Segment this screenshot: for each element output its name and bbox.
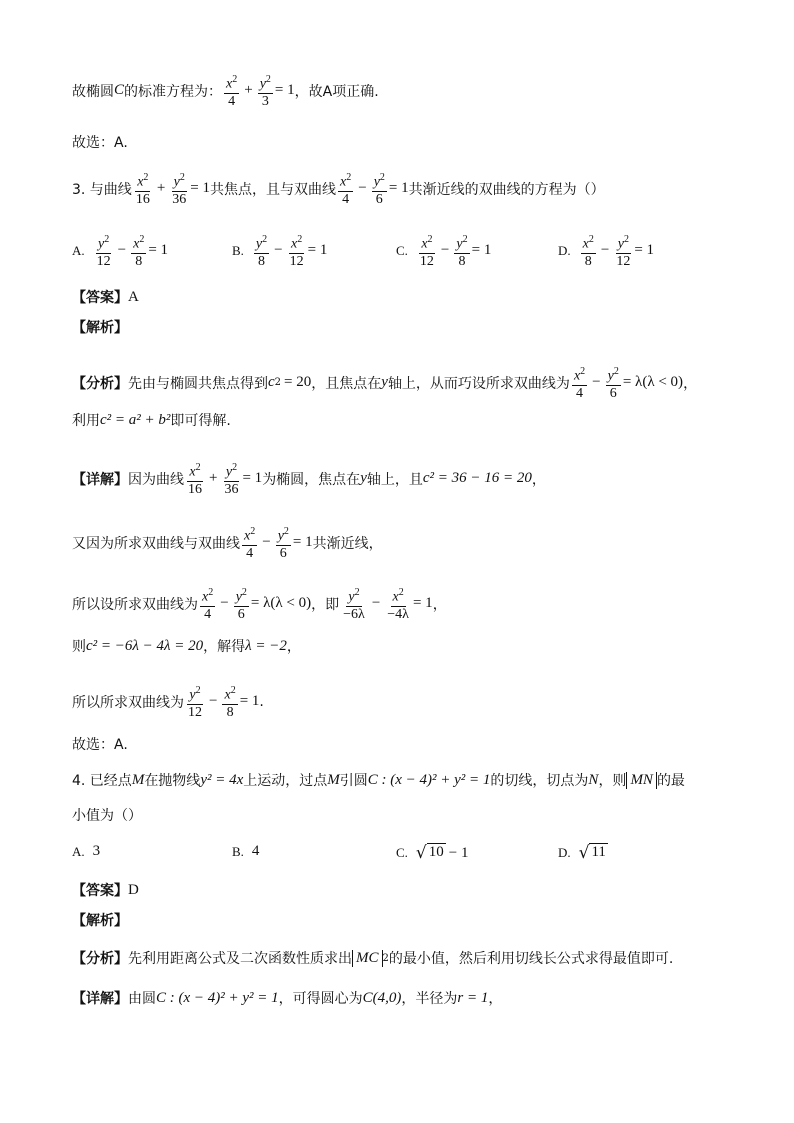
question-3-stem: 3. 与曲线 $\frac{x^2}{16}$ + $\frac{y^2}{36}$ = 1 共焦点，且与双曲线 $\frac{x^2}{4}$ − $\frac{y^2}{6}$ = 1 共渐近线的双曲线的方程为（） [72,172,605,207]
fraction: $\frac{x^2}{8}$ [582,234,594,269]
fraction: $\frac{y^2}{36}$ [224,462,239,497]
question-4-stem-2: 小值为（） [72,808,142,824]
answer-line: 【答案】 D [72,881,139,899]
fraction: $\frac{x^2}{16}$ [188,462,202,497]
fraction: $\frac{y^2}{6}$ [607,366,619,401]
q4-detail-line: 【详解】 由圆 C : (x − 4)² + y² = 1 ，可得圆心为 C(4,0) ，半径为 r = 1 ， [72,989,503,1007]
fraction: $\frac{y^2}{12}$ [188,685,202,720]
q3-detail-line-2: 又因为所求双曲线与双曲线 $\frac{x^2}{4}$ − $\frac{y^2}{6}$ = 1 共渐近线， [72,526,383,561]
line-ellipse-equation: 故椭圆 C 的标准方程为： $\frac{x^2}{4}$ + $\frac{y^2}{3}$ = 1 ，故A项正确. [72,74,379,109]
fraction: $\frac{y^2}{3}$ [259,74,271,109]
fraction: $\frac{y^2}{6}$ [373,172,385,207]
q4-analysis-line: 【分析】 先利用距离公式及二次函数性质求出 MC 2 的最小值，然后利用切线长公式求得最值即可. [72,949,674,967]
option-b: B. $\frac{y^2}{8}$ − $\frac{x^2}{12}$ = 1 [232,234,328,269]
fraction: $\frac{x^2}{12}$ [419,234,434,269]
fraction: $\frac{x^2}{4}$ [340,172,352,207]
sqrt: √ 11 [578,843,606,863]
option-c: C. $\frac{x^2}{12}$ − $\frac{y^2}{8}$ = 1 [396,234,492,269]
fraction: $\frac{y^2}{8}$ [255,234,268,269]
option-b: B. 4 [232,843,260,859]
q3-choice-line: 故选：A. [72,737,128,753]
fraction: $\frac{y^2}{12}$ [616,234,631,269]
fraction: $\frac{x^2}{-4\lambda}$ [387,587,409,622]
fraction: $\frac{y^2}{-6\lambda}$ [343,587,365,622]
fraction: $\frac{x^2}{4}$ [244,526,256,561]
fraction: $\frac{y^2}{36}$ [172,172,187,207]
analysis-heading: 【解析】 [72,320,128,336]
q3-detail-line-4: 则 c² = −6λ − 4λ = 20 ，解得 λ = −2 ， [72,637,301,655]
q3-analysis-line: 【分析】 先由与椭圆共焦点得到 c 2 = 20 ，且焦点在 y 轴上，从而巧设所求双曲线为 $\frac{x^2}{4}$ − $\frac{y^2}{6}$ = λ(λ < 0) ， [72,366,698,401]
fraction: $\frac{y^2}{8}$ [456,234,468,269]
option-d: D. $\frac{x^2}{8}$ − $\frac{y^2}{12}$ = 1 [558,234,655,269]
fraction: $\frac{x^2}{8}$ [224,685,236,720]
fraction: $\frac{x^2}{4}$ [226,74,238,109]
option-a: A. $\frac{y^2}{12}$ − $\frac{x^2}{8}$ = 1 [72,234,169,269]
q3-detail-line-1: 【详解】 因为曲线 $\frac{x^2}{16}$ + $\frac{y^2}{36}$ = 1 为椭圆，焦点在 y 轴上，且 c² = 36 − 16 = 20 ， [72,462,546,497]
question-4-stem: 4. 已经点 M 在抛物线 y² = 4x 上运动，过点 M 引圆 C : (x − 4)² + y² = 1 的切线，切点为 N ，则 MN 的最 [72,771,685,789]
fraction: $\frac{y^2}{6}$ [277,526,289,561]
option-a: A. 3 [72,843,101,859]
fraction: $\frac{x^2}{12}$ [289,234,304,269]
q3-detail-line-3: 所以设所求双曲线为 $\frac{x^2}{4}$ − $\frac{y^2}{6}$ = λ(λ < 0) ，即 $\frac{y^2}{-6\lambda}$ − $\frac{x^2}{-4\lambda}$ = 1 ， [72,587,447,622]
fraction: $\frac{x^2}{8}$ [133,234,145,269]
fraction: $\frac{y^2}{12}$ [96,234,111,269]
analysis-heading: 【解析】 [72,913,128,929]
q3-detail-line-5: 所以所求双曲线为 $\frac{y^2}{12}$ − $\frac{x^2}{8}$ = 1 . [72,685,264,720]
fraction: $\frac{x^2}{4}$ [573,366,586,401]
option-c: C. √ 10 − 1 [396,843,469,863]
option-d: D. √ 11 [558,843,606,863]
answer-line: 【答案】 A [72,288,139,306]
fraction: $\frac{x^2}{4}$ [202,587,214,622]
fraction: $\frac{y^2}{6}$ [235,587,247,622]
choice-line: 故选：A. [72,135,128,151]
sqrt: √ 10 [415,843,444,863]
fraction: $\frac{x^2}{16}$ [135,172,150,207]
q3-analysis-line-2: 利用 c² = a² + b² 即可得解. [72,411,231,429]
